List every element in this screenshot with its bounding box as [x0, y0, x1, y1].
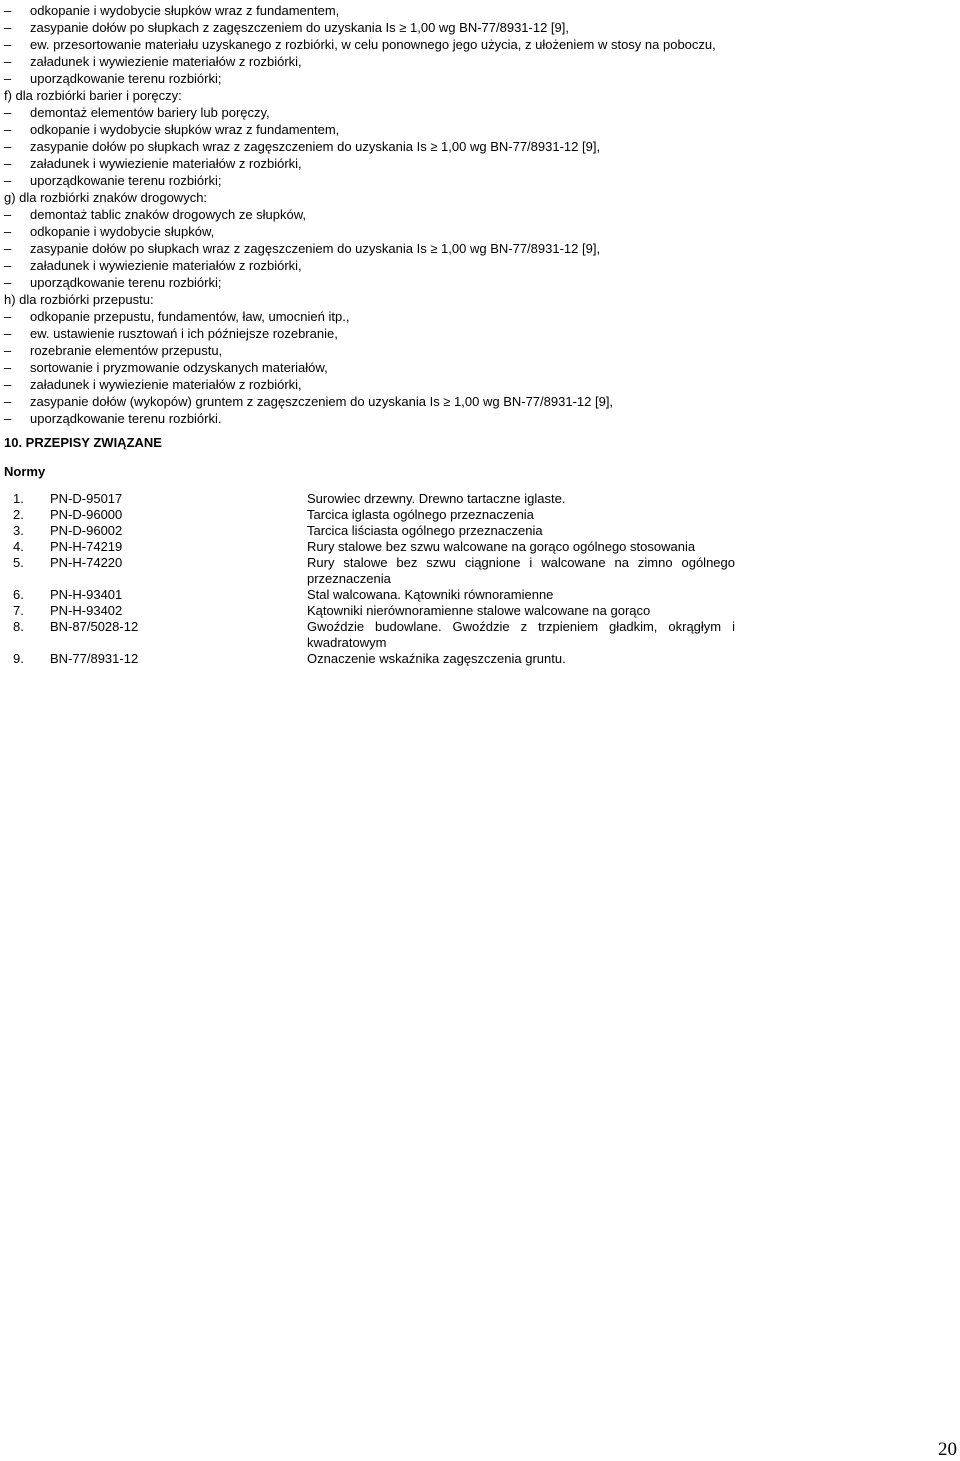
- norm-row: [0, 523, 960, 539]
- bullet-dash: –: [4, 258, 12, 273]
- norm-num: 1.: [13, 491, 24, 506]
- list-item: [4, 342, 954, 359]
- list-item-text: zasypanie dołów po słupkach z zagęszczeniem do uzyskania Is ≥ 1,00 wg BN-77/8931-12 [9],: [30, 20, 569, 35]
- list-item: [4, 410, 954, 427]
- list-item-text: załadunek i wywiezienie materiałów z rozbiórki,: [30, 54, 302, 69]
- list-item: [4, 206, 954, 223]
- list-item-text: demontaż tablic znaków drogowych ze słupków,: [30, 207, 307, 222]
- bullet-dash: –: [4, 54, 12, 69]
- norm-code: BN-87/5028-12: [50, 619, 139, 634]
- norm-num: 4.: [13, 539, 24, 554]
- list-item-text: uporządkowanie terenu rozbiórki;: [30, 173, 222, 188]
- bullet-dash: –: [4, 224, 12, 239]
- list-item: [4, 36, 954, 53]
- list-item: [4, 393, 954, 410]
- norm-code: PN-H-93401: [50, 587, 123, 602]
- list-item: [4, 376, 954, 393]
- list-item-text: ew. ustawienie rusztowań i ich późniejsze rozebranie,: [30, 326, 338, 341]
- bullet-dash: –: [4, 20, 12, 35]
- list-item: [4, 308, 954, 325]
- list-item: [4, 121, 954, 138]
- norm-num: 8.: [13, 619, 24, 634]
- norm-code: PN-D-96002: [50, 523, 123, 538]
- bullet-dash: –: [4, 394, 12, 409]
- norm-code: BN-77/8931-12: [50, 651, 139, 666]
- norm-num: 9.: [13, 651, 24, 666]
- list-item: [4, 53, 954, 70]
- bullet-dash: –: [4, 173, 12, 188]
- norm-desc: Gwoździe budowlane. Gwoździe z trzpieniem gładkim, okrągłym i kwadratowym: [307, 619, 735, 650]
- norm-code: PN-H-93402: [50, 603, 123, 618]
- bullet-dash: –: [4, 139, 12, 154]
- norm-num: 6.: [13, 587, 24, 602]
- list-item: [4, 2, 954, 19]
- page-number: 20: [938, 1439, 957, 1460]
- list-item-text: uporządkowanie terenu rozbiórki;: [30, 71, 222, 86]
- list-item-text: załadunek i wywiezienie materiałów z rozbiórki,: [30, 377, 302, 392]
- list-item-text: załadunek i wywiezienie materiałów z rozbiórki,: [30, 258, 302, 273]
- norm-desc: Surowiec drzewny. Drewno tartaczne iglaste.: [307, 491, 566, 506]
- list-item: [4, 70, 954, 87]
- section-title: 10. PRZEPISY ZWIĄZANE: [4, 435, 162, 450]
- bullet-dash: –: [4, 37, 12, 52]
- list-item-text: zasypanie dołów (wykopów) gruntem z zagęszczeniem do uzyskania Is ≥ 1,00 wg BN-77/8931-12 [9],: [30, 394, 614, 409]
- bullet-dash: –: [4, 207, 12, 222]
- list-item-text: rozebranie elementów przepustu,: [30, 343, 223, 358]
- subsection-heading: [4, 189, 954, 206]
- list-item: [4, 240, 954, 257]
- norms-subtitle: Normy: [4, 464, 46, 479]
- bullet-dash: –: [4, 105, 12, 120]
- bullet-dash: –: [4, 71, 12, 86]
- norm-num: 3.: [13, 523, 24, 538]
- norm-row: [0, 491, 960, 507]
- list-item: [4, 274, 954, 291]
- bullet-dash: –: [4, 309, 12, 324]
- list-item-text: odkopanie i wydobycie słupków,: [30, 224, 215, 239]
- list-item: [4, 138, 954, 155]
- norm-code: PN-H-74220: [50, 555, 123, 570]
- norm-row: [0, 619, 960, 651]
- subsection-heading: [4, 87, 954, 104]
- bullet-dash: –: [4, 122, 12, 137]
- list-item: [4, 223, 954, 240]
- demolition-steps-list: [4, 2, 954, 427]
- bullet-dash: –: [4, 360, 12, 375]
- norm-num: 2.: [13, 507, 24, 522]
- subsection-heading-text: f) dla rozbiórki barier i poręczy:: [4, 88, 182, 103]
- norms-list: [0, 491, 960, 667]
- norm-num: 5.: [13, 555, 24, 570]
- list-item-text: demontaż elementów bariery lub poręczy,: [30, 105, 270, 120]
- list-item: [4, 104, 954, 121]
- norm-row: [0, 603, 960, 619]
- norm-desc: Kątowniki nierównoramienne stalowe walcowane na gorąco: [307, 603, 651, 618]
- norm-desc: Tarcica iglasta ogólnego przeznaczenia: [307, 507, 534, 522]
- subsection-heading: [4, 291, 954, 308]
- list-item: [4, 359, 954, 376]
- norm-code: PN-D-96000: [50, 507, 123, 522]
- list-item-text: odkopanie przepustu, fundamentów, ław, umocnień itp.,: [30, 309, 350, 324]
- norm-desc: Rury stalowe bez szwu ciągnione i walcowane na zimno ogólnego przeznaczenia: [307, 555, 735, 586]
- norm-code: PN-D-95017: [50, 491, 123, 506]
- list-item: [4, 19, 954, 36]
- subsection-heading-text: h) dla rozbiórki przepustu:: [4, 292, 154, 307]
- norm-row: [0, 507, 960, 523]
- bullet-dash: –: [4, 377, 12, 392]
- list-item: [4, 325, 954, 342]
- list-item: [4, 257, 954, 274]
- norm-row: [0, 587, 960, 603]
- list-item-text: sortowanie i pryzmowanie odzyskanych materiałów,: [30, 360, 328, 375]
- bullet-dash: –: [4, 326, 12, 341]
- norm-desc: Oznaczenie wskaźnika zagęszczenia gruntu.: [307, 651, 566, 666]
- list-item-text: zasypanie dołów po słupkach wraz z zagęszczeniem do uzyskania Is ≥ 1,00 wg BN-77/8931-12 [9],: [30, 139, 601, 154]
- list-item-text: zasypanie dołów po słupkach wraz z zagęszczeniem do uzyskania Is ≥ 1,00 wg BN-77/8931-12 [9],: [30, 241, 601, 256]
- norm-num: 7.: [13, 603, 24, 618]
- norm-row: [0, 539, 960, 555]
- list-item-text: uporządkowanie terenu rozbiórki.: [30, 411, 222, 426]
- list-item-text: odkopanie i wydobycie słupków wraz z fundamentem,: [30, 3, 340, 18]
- list-item-text: załadunek i wywiezienie materiałów z rozbiórki,: [30, 156, 302, 171]
- norm-code: PN-H-74219: [50, 539, 123, 554]
- norm-row: [0, 555, 960, 587]
- list-item-text: uporządkowanie terenu rozbiórki;: [30, 275, 222, 290]
- subsection-heading-text: g) dla rozbiórki znaków drogowych:: [4, 190, 208, 205]
- norm-row: [0, 651, 960, 667]
- bullet-dash: –: [4, 156, 12, 171]
- bullet-dash: –: [4, 3, 12, 18]
- list-item: [4, 172, 954, 189]
- bullet-dash: –: [4, 275, 12, 290]
- bullet-dash: –: [4, 411, 12, 426]
- list-item-text: ew. przesortowanie materiału uzyskanego z rozbiórki, w celu ponownego jego użycia, z ułożeniem w stosy na poboczu,: [30, 37, 716, 52]
- list-item-text: odkopanie i wydobycie słupków wraz z fundamentem,: [30, 122, 340, 137]
- norm-desc: Rury stalowe bez szwu walcowane na gorąco ogólnego stosowania: [307, 539, 696, 554]
- norm-desc: Tarcica liściasta ogólnego przeznaczenia: [307, 523, 543, 538]
- bullet-dash: –: [4, 241, 12, 256]
- list-item: [4, 155, 954, 172]
- bullet-dash: –: [4, 343, 12, 358]
- norm-desc: Stal walcowana. Kątowniki równoramienne: [307, 587, 554, 602]
